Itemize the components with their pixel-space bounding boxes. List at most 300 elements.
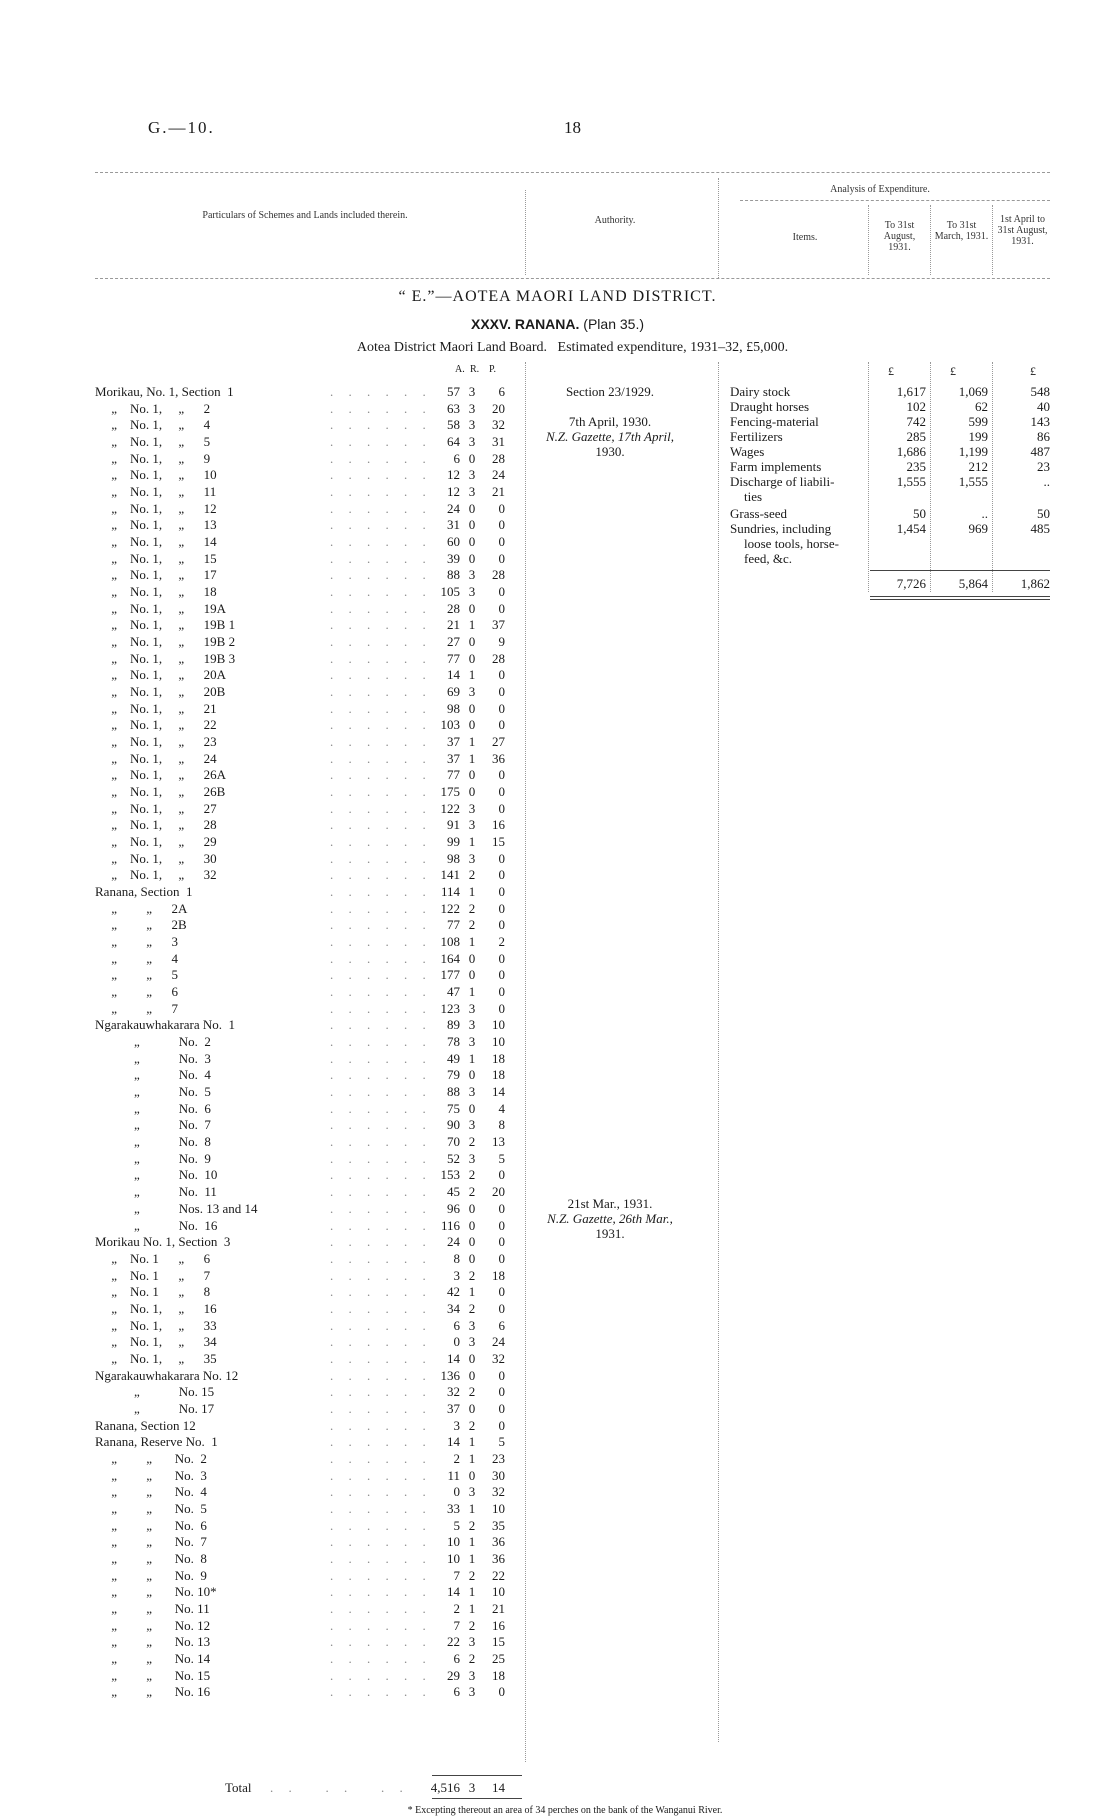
- roods: 0: [468, 1400, 476, 1416]
- land-description: Ranana, Section 1: [95, 884, 193, 900]
- item-label: Wages: [730, 444, 765, 459]
- land-row: [95, 501, 525, 516]
- perches: 18: [492, 1050, 505, 1066]
- header-particulars: Particulars of Schemes and Lands included therein.: [202, 210, 408, 221]
- item-label: Fencing-material: [730, 414, 819, 429]
- perches: 13: [492, 1134, 505, 1150]
- perches: 23: [492, 1450, 505, 1466]
- dot-leader: . . . . . .: [330, 1284, 432, 1300]
- acres: 14: [447, 1350, 460, 1366]
- header-items: Items.: [792, 232, 818, 243]
- dot-leader: . . . . . .: [330, 834, 432, 850]
- land-row: [95, 984, 525, 999]
- perches: 28: [492, 650, 505, 666]
- acres: 21: [447, 617, 460, 633]
- dot-leader: . . . . . .: [330, 517, 432, 533]
- header-bottom-rule: [95, 278, 1050, 279]
- dot-leader: . . . . . .: [330, 900, 432, 916]
- acres: 10: [447, 1534, 460, 1550]
- unit-p: P.: [489, 364, 496, 375]
- plan-ref: (Plan 35.): [583, 316, 644, 332]
- acres: 91: [447, 817, 460, 833]
- dot-leader: . . . . . .: [330, 1567, 432, 1583]
- dot-leader: . . . . . .: [330, 950, 432, 966]
- land-row: [95, 884, 525, 899]
- roods: 0: [468, 767, 476, 783]
- roods: 2: [468, 1300, 476, 1316]
- dot-leader: . . . . . .: [330, 1500, 432, 1516]
- land-row: [95, 834, 525, 849]
- land-row: [95, 1418, 525, 1433]
- roods: 3: [468, 1150, 476, 1166]
- land-row: [95, 1684, 525, 1699]
- acres: 28: [447, 600, 460, 616]
- dot-leader: . . . . . .: [330, 634, 432, 650]
- land-row: [95, 667, 525, 682]
- land-row: [95, 1067, 525, 1082]
- dot-leader: . . . . . .: [330, 417, 432, 433]
- total-value: 5,864: [958, 576, 988, 591]
- land-description: „ No. 1, „ 10: [95, 467, 217, 483]
- perches: 0: [498, 584, 505, 600]
- item-value: 50: [1037, 506, 1050, 521]
- roods: 2: [468, 917, 476, 933]
- authority-line: 7th April, 1930.: [568, 414, 652, 429]
- land-description: „ „ 3: [95, 934, 179, 950]
- land-description: „ No. 1, „ 4: [95, 417, 211, 433]
- acres: 77: [447, 767, 460, 783]
- roods: 1: [468, 1500, 476, 1516]
- header-authority: Authority.: [594, 215, 636, 226]
- acres: 164: [440, 950, 460, 966]
- acres: 89: [447, 1017, 460, 1033]
- land-description: „ No. 1, „ 34: [95, 1334, 217, 1350]
- roods: 3: [468, 1334, 476, 1350]
- acres: 2: [453, 1600, 460, 1616]
- roods: 0: [468, 1200, 476, 1216]
- dot-leader: . . . . . .: [330, 384, 432, 399]
- land-row: [95, 684, 525, 699]
- dot-leader: . . . . . .: [330, 1150, 432, 1166]
- dot-leader: . . . . . .: [330, 1384, 432, 1400]
- perches: 15: [492, 1634, 505, 1650]
- land-row: [95, 401, 525, 416]
- acres: 136: [440, 1367, 460, 1383]
- land-row: [95, 1268, 525, 1283]
- perches: 0: [498, 800, 505, 816]
- roods: 3: [468, 850, 476, 866]
- dot-leader: . . . . . .: [330, 1367, 432, 1383]
- land-description: „ No. 15: [95, 1384, 215, 1400]
- land-row: [95, 1001, 525, 1016]
- roods: 0: [468, 1350, 476, 1366]
- perches: 16: [492, 1617, 505, 1633]
- dot-leader: . . . . . .: [330, 1200, 432, 1216]
- roods: 2: [468, 1417, 476, 1433]
- dot-leader: . . . . . .: [330, 1434, 432, 1450]
- land-description: „ No. 1, „ 19B 2: [95, 634, 236, 650]
- perches: 4: [498, 1100, 505, 1116]
- total-value: 7,726: [896, 576, 926, 591]
- acres: 103: [440, 717, 460, 733]
- dot-leader: . . . . . .: [330, 934, 432, 950]
- dot-leader: . . . . . .: [330, 584, 432, 600]
- acres: 11: [447, 1467, 460, 1483]
- acres: 3: [453, 1417, 460, 1433]
- perches: 22: [492, 1567, 505, 1583]
- header-divider: [930, 205, 931, 275]
- perches: 0: [498, 534, 505, 550]
- acres: 6: [453, 1684, 460, 1700]
- land-row: [95, 1634, 525, 1649]
- acres: 90: [447, 1117, 460, 1133]
- perches: 0: [498, 950, 505, 966]
- land-row: [95, 1334, 525, 1349]
- item-label: Discharge of liabili-: [730, 474, 835, 489]
- acres: 7: [453, 1617, 460, 1633]
- item-value: 50: [913, 506, 926, 521]
- land-row: [95, 1117, 525, 1132]
- perches: 0: [498, 1200, 505, 1216]
- dot-leader: . . . . . .: [330, 550, 432, 566]
- land-row: [95, 1551, 525, 1566]
- item-value: 40: [1037, 399, 1050, 414]
- land-description: „ No. 3: [95, 1050, 211, 1066]
- roods: 0: [468, 1367, 476, 1383]
- header-divider: [718, 178, 719, 278]
- land-row: [95, 1484, 525, 1499]
- land-row: [95, 467, 525, 482]
- land-row: [95, 784, 525, 799]
- acres: 47: [447, 984, 460, 1000]
- roods: 3: [468, 1084, 476, 1100]
- land-row: [95, 484, 525, 499]
- authority-line: 1931.: [595, 1226, 625, 1241]
- dot-leader: . . . . . .: [330, 1600, 432, 1616]
- land-description: „ No. 1, „ 26B: [95, 784, 226, 800]
- item-value: 1,199: [958, 444, 988, 459]
- acres: 77: [447, 917, 460, 933]
- land-description: „ No. 6: [95, 1100, 211, 1116]
- land-row: [95, 1101, 525, 1116]
- perches: 0: [498, 1000, 505, 1016]
- land-row: [95, 1134, 525, 1149]
- land-description: Ngarakauwhakarara No. 12: [95, 1367, 239, 1383]
- perches: 5: [498, 1434, 505, 1450]
- roods: 3: [468, 1017, 476, 1033]
- dot-leader: . . . . . .: [330, 1584, 432, 1600]
- acres: 27: [447, 634, 460, 650]
- roods: 1: [468, 934, 476, 950]
- acres: 10: [447, 1550, 460, 1566]
- land-description: „ No. 1, „ 2: [95, 400, 211, 416]
- dot-leader: . . . . . .: [330, 800, 432, 816]
- dot-leader: . . . . . .: [330, 1317, 432, 1333]
- perches: 0: [498, 867, 505, 883]
- land-row: [95, 917, 525, 932]
- perches: 32: [492, 1350, 505, 1366]
- land-row: [95, 701, 525, 716]
- land-description: „ No. 1, „ 20A: [95, 667, 227, 683]
- perches: 24: [492, 467, 505, 483]
- header-top-rule: [95, 172, 1050, 173]
- land-row: [95, 901, 525, 916]
- acres: 64: [447, 434, 460, 449]
- acres: 122: [440, 900, 460, 916]
- land-row: [95, 1184, 525, 1199]
- perches: 0: [498, 850, 505, 866]
- scheme-title-line: [300, 316, 815, 332]
- acres: 29: [447, 1667, 460, 1683]
- authority-line: N.Z. Gazette, 26th Mar.,: [547, 1211, 673, 1226]
- dot-leader: . . . . . .: [330, 1217, 432, 1233]
- acres: 34: [447, 1300, 460, 1316]
- dot-leader: . . . . . .: [330, 1234, 432, 1250]
- land-description: „ „ No. 4: [95, 1484, 207, 1500]
- acres: 98: [447, 850, 460, 866]
- page-ref: G.—10.: [148, 118, 215, 137]
- item-value: 969: [968, 521, 988, 536]
- unit-a: A.: [455, 364, 465, 375]
- land-row: [95, 534, 525, 549]
- roods: 0: [468, 967, 476, 983]
- perches: 28: [492, 567, 505, 583]
- land-description: „ „ No. 7: [95, 1534, 207, 1550]
- perches: 8: [498, 1117, 505, 1133]
- item-value: ..: [981, 506, 988, 521]
- perches: 36: [492, 1550, 505, 1566]
- perches: 0: [498, 784, 505, 800]
- land-description: „ No. 1, „ 22: [95, 717, 217, 733]
- total-a: 4,516: [430, 1780, 460, 1795]
- land-description: „ „ No. 15: [95, 1667, 211, 1683]
- land-row: [95, 634, 525, 649]
- roods: 2: [468, 1167, 476, 1183]
- roods: 0: [468, 600, 476, 616]
- acres: 37: [447, 734, 460, 750]
- dot-leader: . . . . . .: [330, 1400, 432, 1416]
- land-description: „ No. 5: [95, 1084, 211, 1100]
- authority-line: 1930.: [595, 444, 625, 459]
- land-description: „ „ No. 14: [95, 1650, 211, 1666]
- district-title: “ E.”—AOTEA MAORI LAND DISTRICT.: [398, 288, 717, 305]
- body-divider-acreage: [525, 362, 526, 1762]
- roods: 1: [468, 1600, 476, 1616]
- roods: 1: [468, 984, 476, 1000]
- land-row: [95, 1151, 525, 1166]
- land-description: Morikau, No. 1, Section 1: [95, 384, 234, 399]
- item-label-cont: feed, &c.: [744, 551, 793, 566]
- dot-leader: . . . . . .: [330, 500, 432, 516]
- perches: 0: [498, 550, 505, 566]
- land-description: „ No. 17: [95, 1400, 215, 1416]
- acres: 7: [453, 1567, 460, 1583]
- dot-leader: . . . . . .: [330, 1550, 432, 1566]
- land-row: [95, 1034, 525, 1049]
- item-value: 487: [1030, 444, 1050, 459]
- dot-leader: . . . . . .: [330, 1084, 432, 1100]
- roods: 2: [468, 1517, 476, 1533]
- perches: 0: [498, 1284, 505, 1300]
- perches: 35: [492, 1517, 505, 1533]
- dot-leader: . . . . . .: [330, 917, 432, 933]
- perches: 0: [498, 684, 505, 700]
- roods: 3: [468, 1684, 476, 1700]
- roods: 1: [468, 1450, 476, 1466]
- dot-leader: . . . . . .: [330, 1517, 432, 1533]
- dot-leader: . . . . . .: [330, 650, 432, 666]
- land-description: Ngarakauwhakarara No. 1: [95, 1017, 236, 1033]
- perches: 18: [492, 1267, 505, 1283]
- land-row: [95, 1534, 525, 1549]
- land-row: [95, 517, 525, 532]
- perches: 15: [492, 834, 505, 850]
- item-value: 62: [975, 399, 988, 414]
- roods: 2: [468, 1384, 476, 1400]
- perches: 16: [492, 817, 505, 833]
- acres: 37: [447, 1400, 460, 1416]
- dot-leader: . . . . . .: [330, 1117, 432, 1133]
- perches: 5: [498, 1150, 505, 1166]
- land-description: „ No. 1, „ 30: [95, 850, 217, 866]
- land-description: „ No. 1, „ 18: [95, 584, 217, 600]
- land-description: „ „ No. 11: [95, 1600, 210, 1616]
- acres: 12: [447, 484, 460, 500]
- footnote: * Excepting thereout an area of 34 perches on the bank of the Wanganui River.: [407, 1805, 723, 1816]
- land-row: [95, 651, 525, 666]
- item-value: 1,454: [896, 521, 926, 536]
- dot-leader: . . . . . .: [330, 734, 432, 750]
- acres: 31: [447, 517, 460, 533]
- item-label: Draught horses: [730, 399, 810, 414]
- perches: 27: [492, 734, 505, 750]
- roods: 2: [468, 900, 476, 916]
- land-description: „ No. 4: [95, 1067, 211, 1083]
- dot-leader: . . . . . .: [330, 434, 432, 449]
- roods: 0: [468, 634, 476, 650]
- dot-leader: . . . . . .: [330, 1267, 432, 1283]
- perches: 21: [492, 1600, 505, 1616]
- land-row: [95, 967, 525, 982]
- acres: 116: [440, 1217, 460, 1233]
- roods: 1: [468, 750, 476, 766]
- land-row: [95, 1351, 525, 1366]
- perches: 0: [498, 1684, 505, 1700]
- perches: 20: [492, 1184, 505, 1200]
- currency-1: £: [888, 364, 894, 378]
- roods: 1: [468, 1050, 476, 1066]
- header-divider: [525, 190, 526, 275]
- dot-leader: . . . . . .: [330, 600, 432, 616]
- perches: 6: [498, 384, 505, 399]
- land-row: [95, 1651, 525, 1666]
- item-label: Fertilizers: [730, 429, 783, 444]
- land-row: [95, 867, 525, 882]
- dot-leader: . . . . . .: [330, 400, 432, 416]
- acres: 153: [440, 1167, 460, 1183]
- land-description: „ No. 1, „ 12: [95, 500, 217, 516]
- acres: 52: [447, 1150, 460, 1166]
- roods: 2: [468, 1267, 476, 1283]
- land-row: [95, 1401, 525, 1416]
- perches: 0: [498, 1384, 505, 1400]
- dot-leader: . . . . . .: [330, 617, 432, 633]
- item-value: 143: [1030, 414, 1050, 429]
- land-description: „ No. 1, „ 5: [95, 434, 211, 449]
- land-description: „ No. 1, „ 26A: [95, 767, 227, 783]
- perches: 0: [498, 767, 505, 783]
- acres: 122: [440, 800, 460, 816]
- currency-3: £: [1030, 364, 1036, 378]
- acres: 177: [440, 967, 460, 983]
- dot-leader: . . . . . .: [330, 1634, 432, 1650]
- acres: 6: [453, 1650, 460, 1666]
- perches: 24: [492, 1334, 505, 1350]
- land-description: „ No. 1, „ 19B 1: [95, 617, 236, 633]
- land-row: [95, 751, 525, 766]
- item-value: 1,686: [896, 444, 926, 459]
- roods: 2: [468, 1650, 476, 1666]
- land-description: „ „ 4: [95, 950, 179, 966]
- perches: 0: [498, 700, 505, 716]
- item-value: 86: [1037, 429, 1050, 444]
- roods: 3: [468, 1000, 476, 1016]
- land-description: „ No. 1, „ 13: [95, 517, 217, 533]
- land-row: [95, 1084, 525, 1099]
- dot-leader: . . . . . .: [330, 1167, 432, 1183]
- total-row: Total . . . . . . 4,516 3 14: [225, 1780, 505, 1795]
- perches: 0: [498, 1367, 505, 1383]
- dot-leader: . . . . . .: [330, 1000, 432, 1016]
- roods: 3: [468, 467, 476, 483]
- land-row: [95, 767, 525, 782]
- acres: 6: [453, 1317, 460, 1333]
- perches: 10: [492, 1500, 505, 1516]
- land-row: [95, 567, 525, 582]
- total-r: 3: [468, 1780, 476, 1795]
- acres: 33: [447, 1500, 460, 1516]
- land-description: „ No. 1 „ 7: [95, 1267, 211, 1283]
- roods: 0: [468, 1234, 476, 1250]
- land-description: „ Nos. 13 and 14: [95, 1200, 258, 1216]
- perches: 0: [498, 900, 505, 916]
- roods: 1: [468, 884, 476, 900]
- roods: 1: [468, 1434, 476, 1450]
- land-description: „ No. 1, „ 23: [95, 734, 217, 750]
- land-description: „ No. 1, „ 29: [95, 834, 217, 850]
- acres: 12: [447, 467, 460, 483]
- land-description: „ No. 1, „ 35: [95, 1350, 217, 1366]
- land-row: [95, 734, 525, 749]
- item-value: 102: [906, 399, 926, 414]
- dot-leader: . . . . . .: [330, 1300, 432, 1316]
- acres: 99: [447, 834, 460, 850]
- roods: 0: [468, 700, 476, 716]
- roods: 0: [468, 650, 476, 666]
- item-value: 212: [968, 459, 988, 474]
- roods: 2: [468, 1134, 476, 1150]
- acres: 79: [447, 1067, 460, 1083]
- perches: 0: [498, 1217, 505, 1233]
- dot-leader: . . . . . .: [330, 1100, 432, 1116]
- authority-line: 21st Mar., 1931.: [567, 1196, 653, 1211]
- acres: 24: [447, 1234, 460, 1250]
- land-description: „ No. 1, „ 27: [95, 800, 217, 816]
- roods: 3: [468, 384, 476, 399]
- land-description: „ „ No. 8: [95, 1550, 207, 1566]
- item-value: 1,555: [958, 474, 988, 489]
- land-row: [95, 434, 525, 449]
